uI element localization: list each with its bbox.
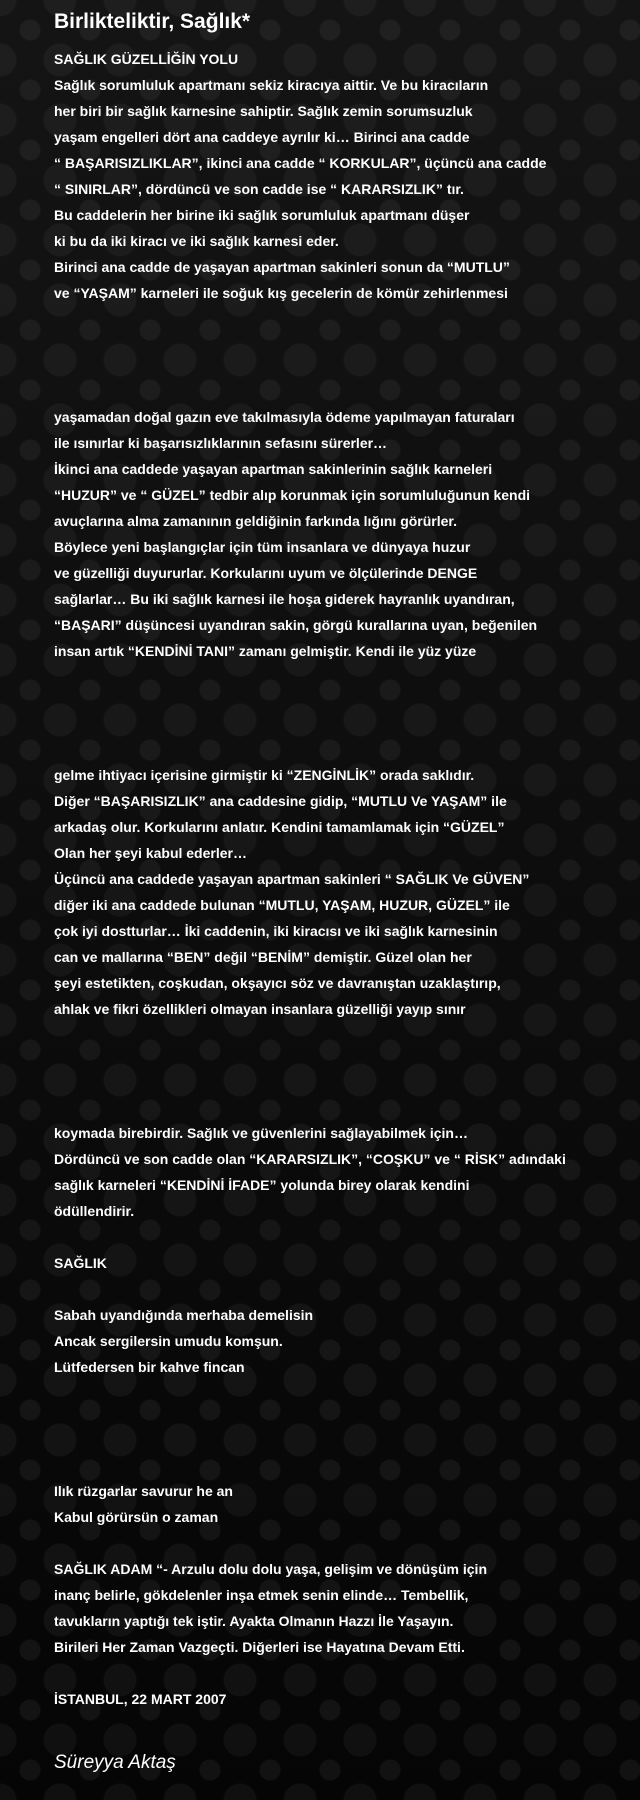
poem-line: Lütfedersen bir kahve fincan	[54, 1359, 245, 1375]
poem-line: ödüllendirir.	[54, 1203, 135, 1219]
poem-line: Diğer “BAŞARISIZLIK” ana caddesine gidip, “MUTLU Ve YAŞAM” ile	[54, 793, 507, 809]
poem-line: “ BAŞARISIZLIKLAR”, ikinci ana cadde “ KORKULAR”, üçüncü ana cadde	[54, 155, 547, 171]
poem-line: SAĞLIK GÜZELLİĞİN YOLU	[54, 51, 239, 67]
poem-line: şeyi estetikten, coşkudan, okşayıcı söz ve davranıştan uzaklaştırıp,	[54, 975, 501, 991]
poem-stanza	[54, 1478, 487, 1712]
poem-line: Birinci ana cadde de yaşayan apartman sakinleri sonun da “MUTLU”	[54, 259, 510, 275]
poem-stanza	[54, 762, 529, 1022]
poem-line: SAĞLIK	[54, 1255, 107, 1271]
poem-line: sağlık karneleri “KENDİNİ İFADE” yolunda birey olarak kendini	[54, 1177, 470, 1193]
poem-stanza	[54, 404, 537, 664]
poem-line: ile ısınırlar ki başarısızlıklarının sefasını sürerler…	[54, 435, 388, 451]
poem-line: Kabul görürsün o zaman	[54, 1509, 219, 1525]
poem-line: Sabah uyandığında merhaba demelisin	[54, 1307, 314, 1323]
poem-line: Ilık rüzgarlar savurur he an	[54, 1483, 233, 1499]
poem-line	[54, 1224, 566, 1250]
poem-line: Ancak sergilersin umudu komşun.	[54, 1333, 283, 1349]
poem-line: koymada birebirdir. Sağlık ve güvenlerini sağlayabilmek için…	[54, 1125, 468, 1141]
poem-line: Böylece yeni başlangıçlar için tüm insanlara ve dünyaya huzur	[54, 539, 471, 555]
poem-stanza	[54, 46, 546, 306]
poem-line	[54, 1530, 487, 1556]
poem-line: gelme ihtiyacı içerisine girmiştir ki “ZENGİNLİK” orada saklıdır.	[54, 767, 475, 783]
poem-line: SAĞLIK ADAM “- Arzulu dolu dolu yaşa, gelişim ve dönüşüm için	[54, 1561, 488, 1577]
poem-line: “HUZUR” ve “ GÜZEL” tedbir alıp korunmak için sorumluluğunun kendi	[54, 487, 531, 503]
poem-line: her biri bir sağlık karnesine sahiptir. Sağlık zemin sorumsuzluk	[54, 103, 473, 119]
poem-line: ve “YAŞAM” karneleri ile soğuk kış gecelerin de kömür zehirlenmesi	[54, 285, 508, 301]
poem-line: Dördüncü ve son cadde olan “KARARSIZLIK”, “COŞKU” ve “ RİSK” adındaki	[54, 1151, 566, 1167]
poem-line: sağlarlar… Bu iki sağlık karnesi ile hoşa giderek hayranlık uyandıran,	[54, 591, 515, 607]
poem-line	[54, 1660, 487, 1686]
poem-line: İSTANBUL, 22 MART 2007	[54, 1691, 227, 1707]
poem-author: Süreyya Aktaş	[54, 1752, 176, 1773]
poem-line: diğer iki ana caddede bulunan “MUTLU, YAŞAM, HUZUR, GÜZEL” ile	[54, 897, 510, 913]
poem-line: Bu caddelerin her birine iki sağlık sorumluluk apartmanı düşer	[54, 207, 470, 223]
poem-line: Birileri Her Zaman Vazgeçti. Diğerleri ise Hayatına Devam Etti.	[54, 1639, 465, 1655]
poem-line: yaşam engelleri dört ana caddeye ayrılır ki… Birinci ana cadde	[54, 129, 470, 145]
poem-line: inanç belirle, gökdelenler inşa etmek senin elinde… Tembellik,	[54, 1587, 469, 1603]
poem-line: tavukların yaptığı tek iştir. Ayakta Olmanın Hazzı İle Yaşayın.	[54, 1613, 454, 1629]
poem-title: Birlikteliktir, Sağlık*	[54, 10, 251, 33]
poem-line: avuçlarına alma zamanının geldiğinin farkında lığını görürler.	[54, 513, 457, 529]
poem-line: insan artık “KENDİNİ TANI” zamanı gelmiştir. Kendi ile yüz yüze	[54, 643, 477, 659]
poem-line: Üçüncü ana caddede yaşayan apartman sakinleri “ SAĞLIK Ve GÜVEN”	[54, 871, 530, 887]
poem-line: Olan her şeyi kabul ederler…	[54, 845, 247, 861]
poem-line: ve güzelliği duyururlar. Korkularını uyum ve ölçülerinde DENGE	[54, 565, 478, 581]
poem-line: arkadaş olur. Korkularını anlatır. Kendini tamamlamak için “GÜZEL”	[54, 819, 505, 835]
poem-line: ki bu da iki kiracı ve iki sağlık karnesi eder.	[54, 233, 339, 249]
poem-line: Sağlık sorumluluk apartmanı sekiz kiracıya aittir. Ve bu kiracıların	[54, 77, 489, 93]
poem-line: “ SINIRLAR”, dördüncü ve son cadde ise “ KARARSIZLIK” tır.	[54, 181, 464, 197]
poem-line: çok iyi dostturlar… İki caddenin, iki kiracısı ve iki sağlık karnesinin	[54, 923, 498, 939]
poem-line: İkinci ana caddede yaşayan apartman sakinlerinin sağlık karneleri	[54, 461, 493, 477]
poem-line: “BAŞARI” düşüncesi uyandıran sakin, görgü kurallarına uyan, beğenilen	[54, 617, 538, 633]
poem-stanza	[54, 1120, 566, 1380]
poem-line: can ve mallarına “BEN” değil “BENİM” demiştir. Güzel olan her	[54, 949, 472, 965]
poem-line	[54, 1276, 566, 1302]
poem-line: ahlak ve fikri özellikleri olmayan insanlara güzelliği yayıp sınır	[54, 1001, 466, 1017]
poem-line: yaşamadan doğal gazın eve takılmasıyla ödeme yapılmayan faturaları	[54, 409, 515, 425]
